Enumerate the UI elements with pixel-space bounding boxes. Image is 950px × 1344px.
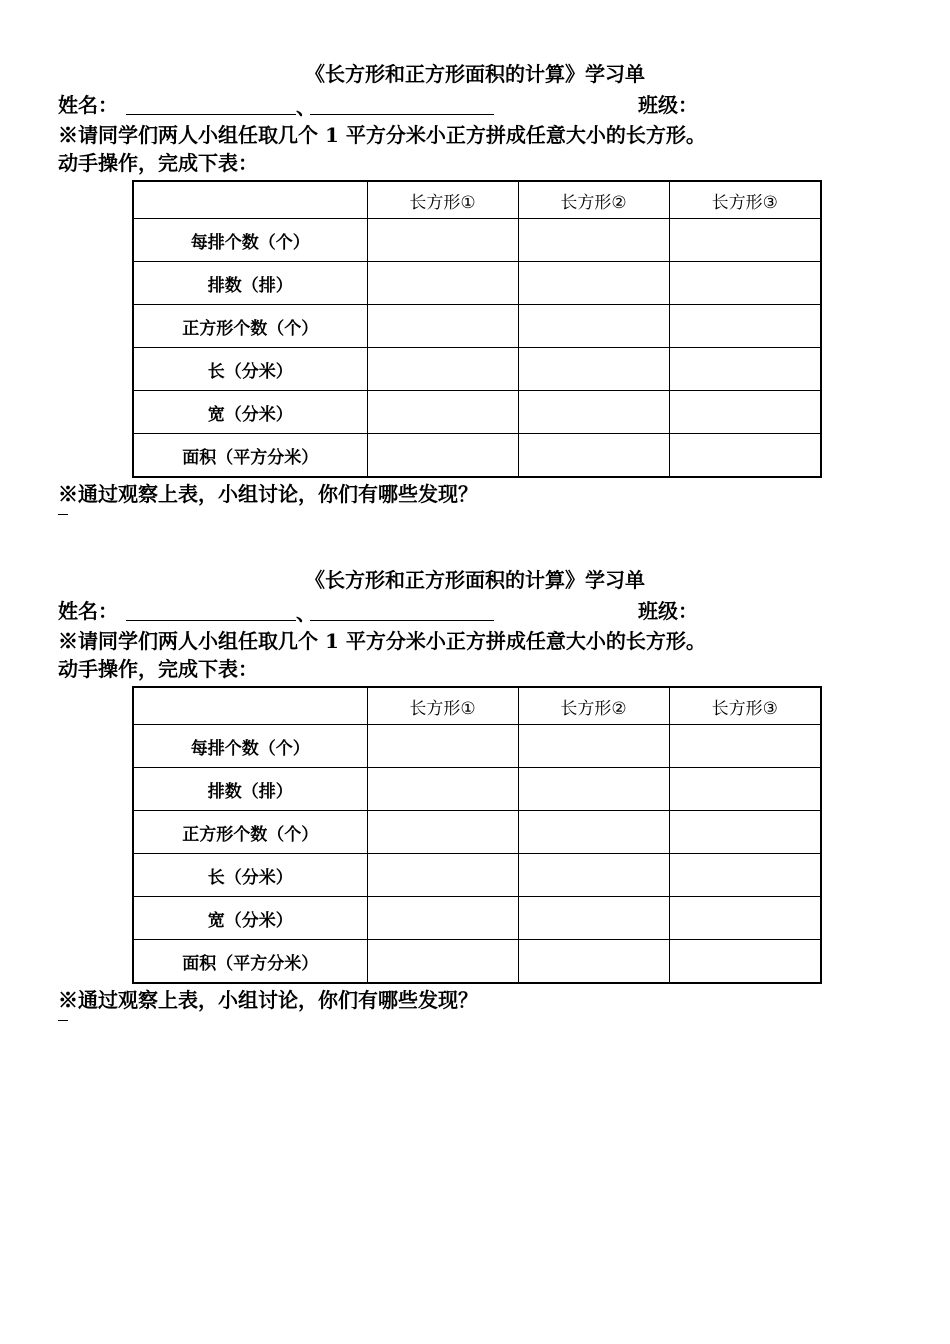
table-cell[interactable] xyxy=(518,940,669,984)
table-row xyxy=(133,434,821,478)
table-cell[interactable] xyxy=(518,348,669,391)
row-label: 长（分米） xyxy=(133,854,367,897)
table-row xyxy=(133,940,821,984)
table-row xyxy=(133,854,821,897)
table-cell[interactable] xyxy=(518,219,669,262)
table-cell[interactable] xyxy=(518,305,669,348)
name-blank-2[interactable] xyxy=(310,620,494,621)
row-label: 排数（排） xyxy=(133,768,367,811)
header-rect-2: 长方形② xyxy=(518,181,669,219)
table-cell[interactable] xyxy=(669,768,821,811)
row-label: 正方形个数（个） xyxy=(133,305,367,348)
name-blank-2[interactable] xyxy=(310,114,494,115)
table-cell[interactable] xyxy=(367,219,518,262)
table-row xyxy=(133,768,821,811)
table-cell[interactable] xyxy=(367,262,518,305)
instruction-text: ※请同学们两人小组任取几个 1 平方分米小正方拼成任意大小的长方形。 xyxy=(58,629,706,653)
name-row xyxy=(58,596,758,626)
table-corner-cell xyxy=(133,687,367,725)
row-label: 面积（平方分米） xyxy=(133,434,367,478)
table-cell[interactable] xyxy=(669,219,821,262)
name-label: 姓名： xyxy=(58,93,118,117)
table-header-row xyxy=(133,181,821,219)
header-rect-3: 长方形③ xyxy=(669,181,821,219)
row-label: 面积（平方分米） xyxy=(133,940,367,984)
table-cell[interactable] xyxy=(367,434,518,478)
table-cell[interactable] xyxy=(669,854,821,897)
table-cell[interactable] xyxy=(669,391,821,434)
table-cell[interactable] xyxy=(518,854,669,897)
table-header-row xyxy=(133,687,821,725)
table-cell[interactable] xyxy=(669,348,821,391)
table-cell[interactable] xyxy=(669,434,821,478)
table-corner-cell xyxy=(133,181,367,219)
table-cell[interactable] xyxy=(367,725,518,768)
table-cell[interactable] xyxy=(367,305,518,348)
table-cell[interactable] xyxy=(669,897,821,940)
name-blank-1[interactable] xyxy=(126,620,296,621)
table-row xyxy=(133,725,821,768)
row-label: 每排个数（个） xyxy=(133,725,367,768)
header-rect-1: 长方形① xyxy=(367,687,518,725)
table-cell[interactable] xyxy=(669,725,821,768)
table-cell[interactable] xyxy=(367,854,518,897)
table-cell[interactable] xyxy=(669,305,821,348)
table-cell[interactable] xyxy=(367,897,518,940)
table-cell[interactable] xyxy=(367,811,518,854)
table-cell[interactable] xyxy=(367,391,518,434)
class-label: 班级： xyxy=(638,93,698,117)
table-row xyxy=(133,348,821,391)
table-row xyxy=(133,897,821,940)
row-label: 宽（分米） xyxy=(133,391,367,434)
instruction-text: ※请同学们两人小组任取几个 1 平方分米小正方拼成任意大小的长方形。 xyxy=(58,123,706,147)
row-label: 长（分米） xyxy=(133,348,367,391)
answer-line[interactable] xyxy=(58,1020,68,1021)
table-cell[interactable] xyxy=(518,768,669,811)
table-cell[interactable] xyxy=(518,391,669,434)
row-label: 每排个数（个） xyxy=(133,219,367,262)
worksheet-title: 《长方形和正方形面积的计算》学习单 xyxy=(305,568,645,592)
data-table xyxy=(132,686,822,984)
table-cell[interactable] xyxy=(518,725,669,768)
table-cell[interactable] xyxy=(518,434,669,478)
discussion-question: ※通过观察上表，小组讨论，你们有哪些发现？ xyxy=(58,988,478,1012)
row-label: 宽（分米） xyxy=(133,897,367,940)
instruction-subtext: 动手操作，完成下表： xyxy=(58,151,258,175)
discussion-question: ※通过观察上表，小组讨论，你们有哪些发现？ xyxy=(58,482,478,506)
table-cell[interactable] xyxy=(669,811,821,854)
table-row xyxy=(133,391,821,434)
worksheet-title: 《长方形和正方形面积的计算》学习单 xyxy=(305,62,645,86)
header-rect-2: 长方形② xyxy=(518,687,669,725)
table-cell[interactable] xyxy=(669,262,821,305)
table-cell[interactable] xyxy=(367,940,518,984)
header-rect-1: 长方形① xyxy=(367,181,518,219)
table-cell[interactable] xyxy=(518,262,669,305)
table-row xyxy=(133,305,821,348)
name-row xyxy=(58,90,758,120)
row-label: 排数（排） xyxy=(133,262,367,305)
name-label: 姓名： xyxy=(58,599,118,623)
data-table xyxy=(132,180,822,478)
worksheet-2 xyxy=(0,506,950,1012)
table-row xyxy=(133,811,821,854)
table-row xyxy=(133,219,821,262)
table-cell[interactable] xyxy=(518,811,669,854)
table-row xyxy=(133,262,821,305)
name-separator: 、 xyxy=(296,601,316,625)
table-cell[interactable] xyxy=(669,940,821,984)
class-label: 班级： xyxy=(638,599,698,623)
worksheet-1 xyxy=(0,0,950,506)
instruction-subtext: 动手操作，完成下表： xyxy=(58,657,258,681)
table-cell[interactable] xyxy=(367,348,518,391)
table-cell[interactable] xyxy=(518,897,669,940)
row-label: 正方形个数（个） xyxy=(133,811,367,854)
header-rect-3: 长方形③ xyxy=(669,687,821,725)
name-blank-1[interactable] xyxy=(126,114,296,115)
table-cell[interactable] xyxy=(367,768,518,811)
name-separator: 、 xyxy=(296,95,316,119)
